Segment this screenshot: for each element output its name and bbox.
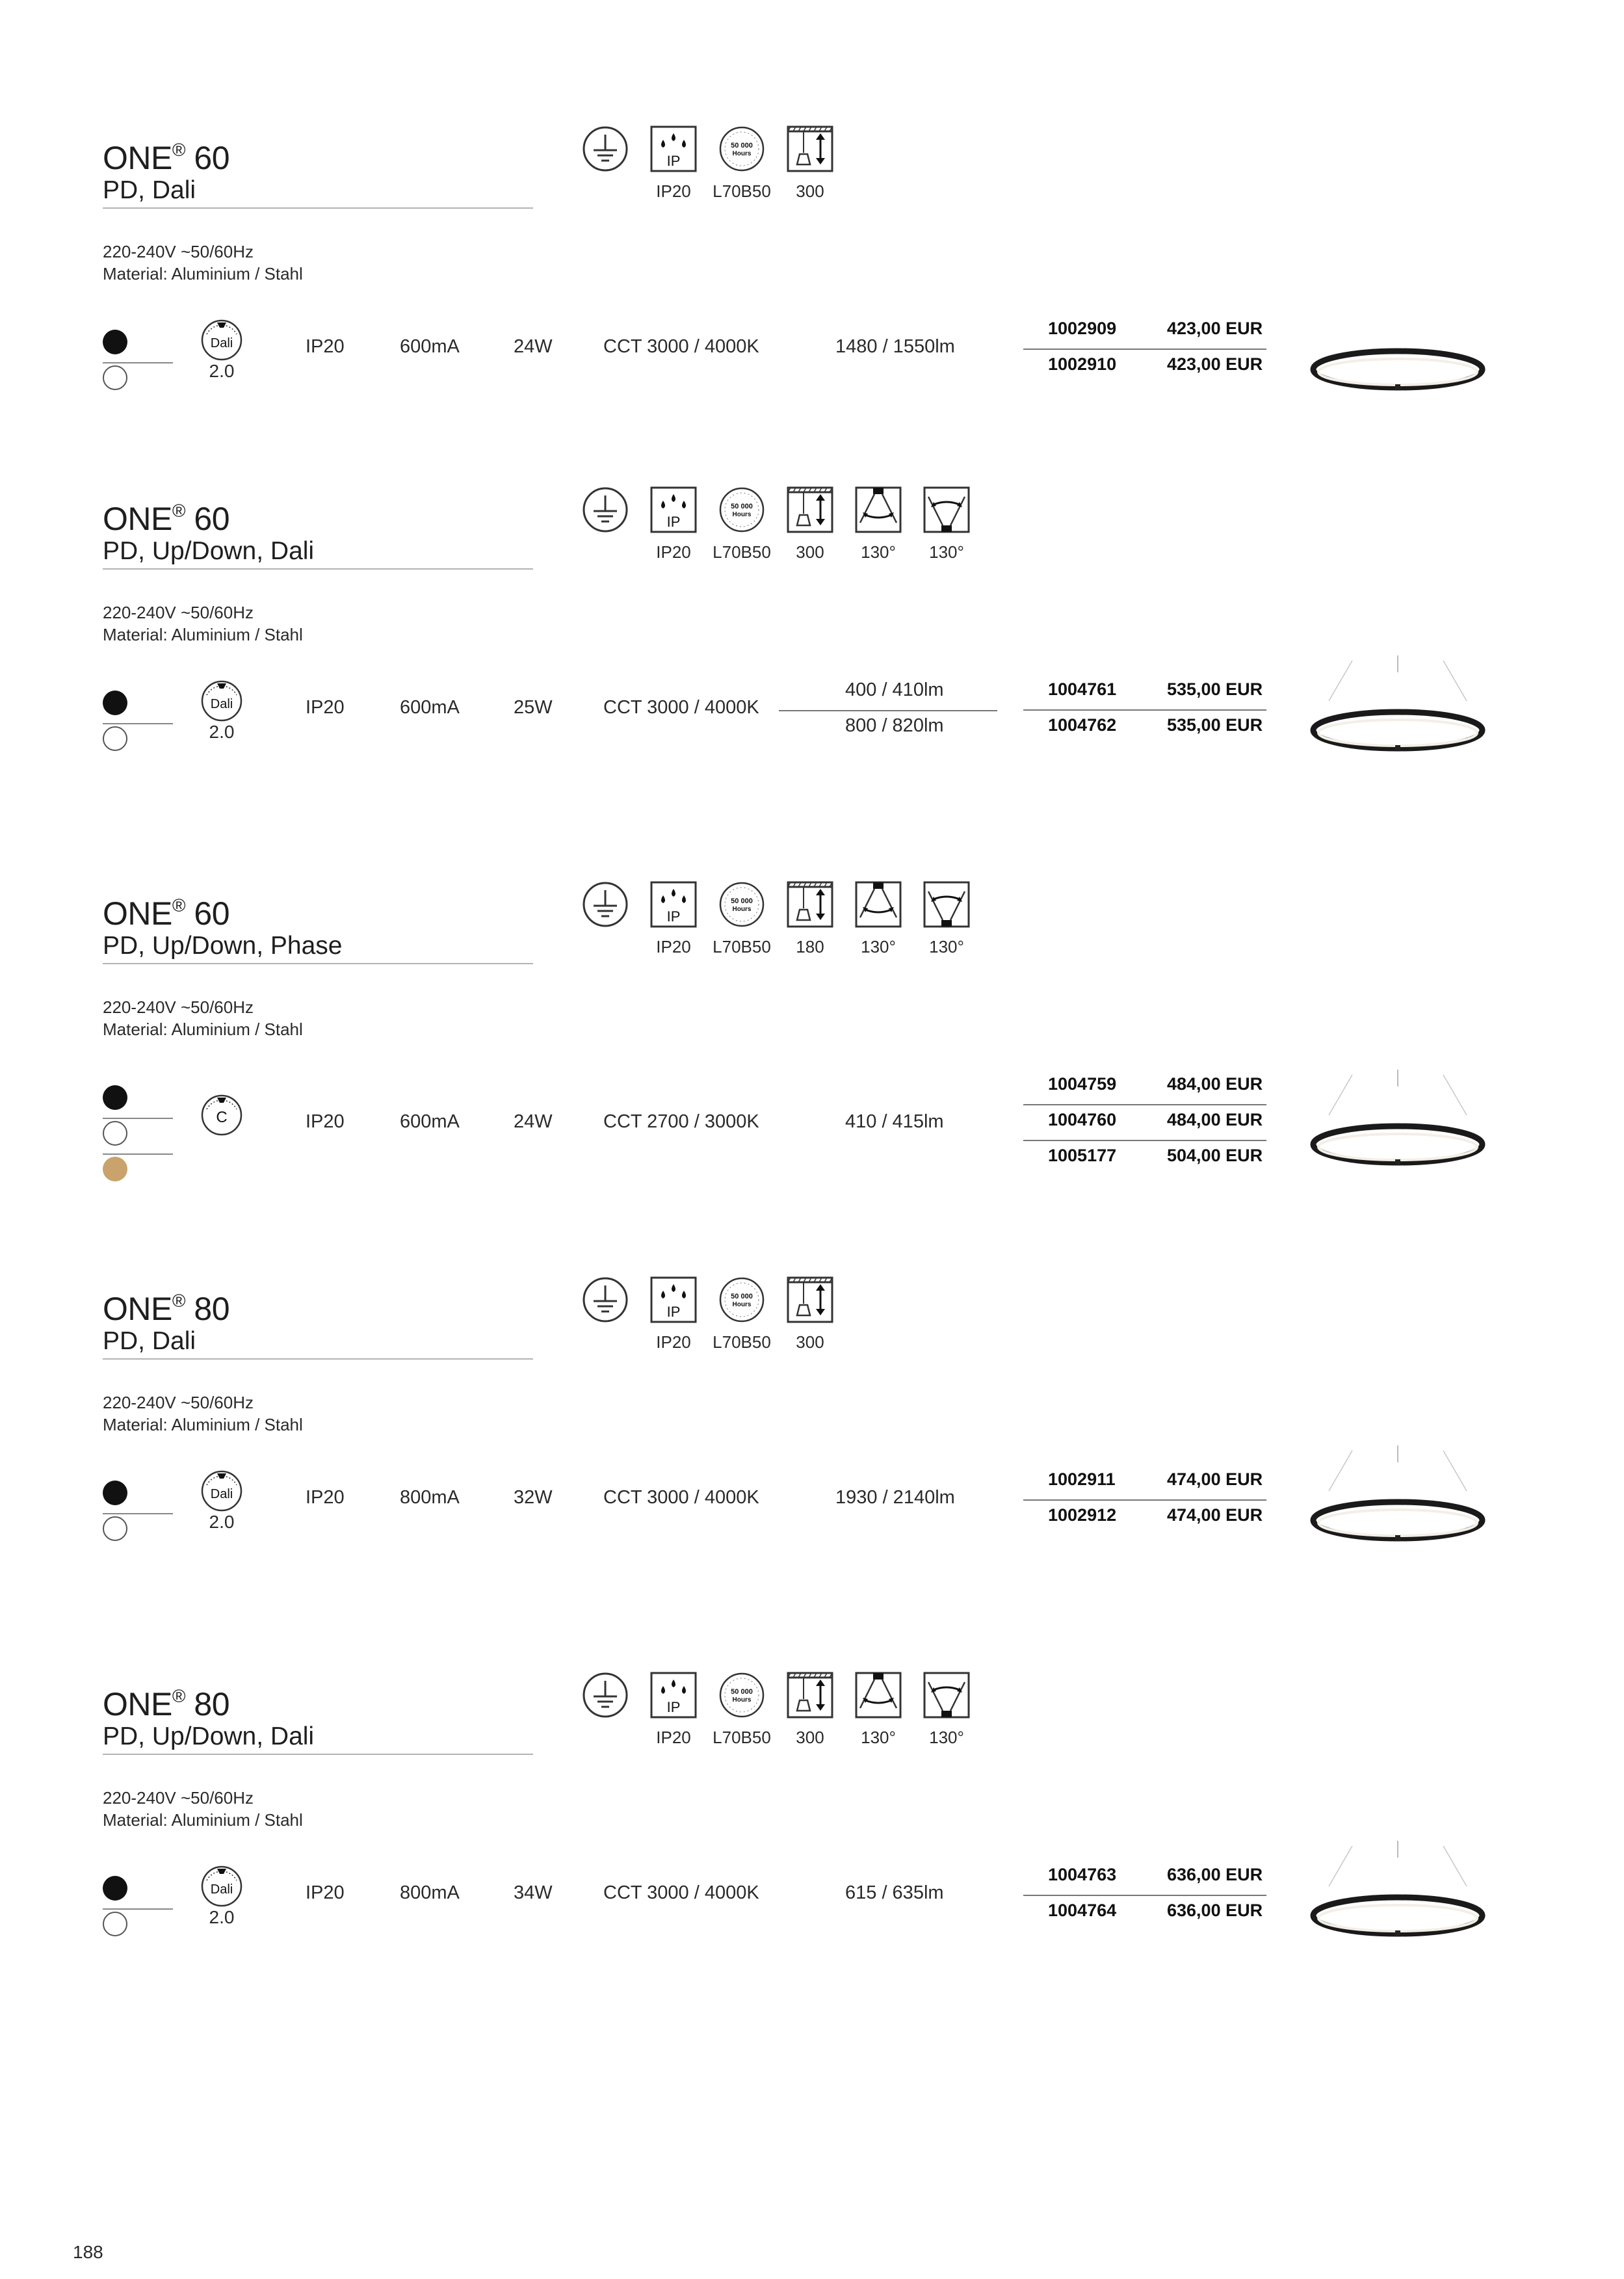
ip-rating: IP20 bbox=[306, 1882, 345, 1903]
earth-icon bbox=[582, 486, 629, 533]
ip-icon bbox=[650, 1276, 697, 1323]
product-title-block bbox=[103, 501, 532, 566]
suspension-icon bbox=[787, 1276, 833, 1323]
suspension-icon bbox=[787, 1672, 833, 1719]
product-subtitle: PD, Up/Down, Dali bbox=[103, 1722, 315, 1750]
color-swatch-gold[interactable] bbox=[103, 1157, 127, 1181]
registered-mark: ® bbox=[172, 501, 185, 521]
color-swatch-white[interactable] bbox=[103, 365, 127, 390]
product-section bbox=[0, 1291, 1624, 1655]
product-name: ONE bbox=[103, 895, 172, 932]
ip-rating: IP20 bbox=[306, 1487, 345, 1508]
article-divider bbox=[1023, 1895, 1266, 1896]
title-divider bbox=[103, 207, 533, 209]
cct-value: CCT 2700 / 3000K bbox=[603, 1111, 759, 1132]
icon-label: 130° bbox=[861, 1728, 896, 1747]
beam-up-icon bbox=[923, 881, 970, 928]
svg-text:C: C bbox=[216, 1109, 228, 1126]
svg-text:Hours: Hours bbox=[732, 511, 752, 518]
voltage-spec: 220-240V ~50/60Hz bbox=[103, 242, 254, 261]
icon-label: L70B50 bbox=[713, 542, 771, 562]
color-swatch-black[interactable] bbox=[103, 691, 127, 715]
article-divider bbox=[1023, 709, 1266, 711]
svg-text:IP: IP bbox=[666, 514, 681, 530]
voltage-spec: 220-240V ~50/60Hz bbox=[103, 1788, 254, 1808]
dimming-version: 2.0 bbox=[209, 1512, 235, 1532]
lifetime-icon bbox=[718, 125, 765, 172]
registered-mark: ® bbox=[172, 1291, 185, 1311]
power-value: 24W bbox=[514, 1111, 553, 1132]
voltage-spec: 220-240V ~50/60Hz bbox=[103, 603, 254, 622]
icon-label: IP20 bbox=[656, 937, 691, 956]
registered-mark: ® bbox=[172, 140, 185, 160]
product-name: ONE bbox=[103, 1291, 172, 1327]
article-number: 1002910 bbox=[1048, 354, 1117, 374]
current-value: 800mA bbox=[400, 1487, 460, 1508]
article-price: 484,00 EUR bbox=[1167, 1110, 1263, 1129]
registered-mark: ® bbox=[172, 895, 185, 916]
color-swatch-white[interactable] bbox=[103, 726, 127, 751]
article-number: 1004759 bbox=[1048, 1074, 1117, 1094]
product-image bbox=[1300, 1841, 1495, 1951]
dali-dimming-icon bbox=[200, 679, 243, 722]
icon-label: L70B50 bbox=[713, 1332, 771, 1352]
svg-text:Dali: Dali bbox=[210, 1882, 233, 1897]
product-image bbox=[1300, 295, 1495, 405]
cct-value: CCT 3000 / 4000K bbox=[603, 336, 759, 357]
article-price: 504,00 EUR bbox=[1167, 1146, 1263, 1165]
lifetime-icon bbox=[718, 881, 765, 928]
product-section bbox=[0, 1686, 1624, 2050]
svg-text:50 000: 50 000 bbox=[731, 142, 753, 150]
article-number: 1002911 bbox=[1048, 1469, 1116, 1489]
lumen-value: 1480 / 1550lm bbox=[835, 336, 955, 357]
ip-rating: IP20 bbox=[306, 1111, 345, 1132]
article-price: 423,00 EUR bbox=[1167, 319, 1263, 338]
svg-text:IP: IP bbox=[666, 1699, 681, 1715]
article-number: 1005177 bbox=[1048, 1146, 1117, 1165]
power-value: 24W bbox=[514, 336, 553, 357]
article-divider bbox=[1023, 1499, 1266, 1501]
product-subtitle: PD, Up/Down, Dali bbox=[103, 537, 315, 565]
product-section bbox=[0, 140, 1624, 504]
product-size: 80 bbox=[194, 1686, 230, 1722]
color-swatch-white[interactable] bbox=[103, 1516, 127, 1541]
product-title-block bbox=[103, 1291, 532, 1356]
article-price: 535,00 EUR bbox=[1167, 715, 1263, 735]
article-divider bbox=[1023, 1104, 1266, 1105]
suspension-icon bbox=[787, 486, 833, 533]
article-price: 474,00 EUR bbox=[1167, 1469, 1263, 1489]
color-swatch-black[interactable] bbox=[103, 1085, 127, 1110]
lumen-value: 400 / 410lm bbox=[845, 679, 944, 700]
icon-label: IP20 bbox=[656, 1332, 691, 1352]
product-subtitle: PD, Dali bbox=[103, 176, 196, 204]
swatch-divider bbox=[103, 723, 173, 724]
product-title bbox=[103, 140, 532, 176]
icon-label: L70B50 bbox=[713, 1728, 771, 1747]
icon-label: 300 bbox=[796, 1332, 824, 1352]
product-title bbox=[103, 1291, 532, 1327]
lifetime-icon bbox=[718, 486, 765, 533]
product-section bbox=[0, 895, 1624, 1259]
beam-down-icon bbox=[855, 486, 902, 533]
page-number: 188 bbox=[73, 2242, 103, 2262]
lumen-value: 410 / 415lm bbox=[845, 1111, 944, 1132]
current-value: 600mA bbox=[400, 336, 460, 357]
icon-label: IP20 bbox=[656, 181, 691, 201]
product-image bbox=[1300, 1070, 1495, 1180]
lifetime-icon bbox=[718, 1672, 765, 1719]
article-number: 1004763 bbox=[1048, 1865, 1117, 1884]
earth-icon bbox=[582, 1276, 629, 1323]
article-number: 1004762 bbox=[1048, 715, 1117, 735]
material-spec: Material: Aluminium / Stahl bbox=[103, 1810, 303, 1830]
icon-label: L70B50 bbox=[713, 181, 771, 201]
ip-icon bbox=[650, 125, 697, 172]
svg-text:50 000: 50 000 bbox=[731, 1293, 753, 1300]
beam-up-icon bbox=[923, 486, 970, 533]
product-title bbox=[103, 501, 532, 537]
lumen-value: 800 / 820lm bbox=[845, 715, 944, 736]
svg-text:IP: IP bbox=[666, 1304, 681, 1320]
icon-label: IP20 bbox=[656, 1728, 691, 1747]
article-divider bbox=[1023, 1140, 1266, 1141]
title-divider bbox=[103, 1754, 533, 1755]
svg-text:Hours: Hours bbox=[732, 906, 752, 913]
suspension-icon bbox=[787, 125, 833, 172]
article-number: 1004760 bbox=[1048, 1110, 1117, 1129]
color-swatch-white[interactable] bbox=[103, 1121, 127, 1146]
icon-label: 130° bbox=[861, 542, 896, 562]
product-title-block bbox=[103, 140, 532, 205]
lumen-divider bbox=[779, 710, 997, 711]
cct-value: CCT 3000 / 4000K bbox=[603, 1882, 759, 1903]
dali-dimming-icon bbox=[200, 1865, 243, 1908]
color-swatch-black[interactable] bbox=[103, 1481, 127, 1505]
product-size: 80 bbox=[194, 1291, 230, 1327]
ip-rating: IP20 bbox=[306, 697, 345, 718]
svg-text:50 000: 50 000 bbox=[731, 897, 753, 905]
svg-text:Hours: Hours bbox=[732, 1301, 752, 1308]
product-subtitle: PD, Dali bbox=[103, 1327, 196, 1355]
color-swatch-black[interactable] bbox=[103, 1876, 127, 1901]
product-name: ONE bbox=[103, 140, 172, 176]
ip-icon bbox=[650, 881, 697, 928]
ip-icon bbox=[650, 486, 697, 533]
icon-label: 130° bbox=[929, 937, 964, 956]
product-name: ONE bbox=[103, 1686, 172, 1722]
icon-label: 180 bbox=[796, 937, 824, 956]
dali-dimming-icon bbox=[200, 1469, 243, 1512]
product-title-block bbox=[103, 895, 532, 960]
svg-text:IP: IP bbox=[666, 153, 681, 169]
article-price: 535,00 EUR bbox=[1167, 679, 1263, 699]
product-size: 60 bbox=[194, 501, 230, 537]
beam-down-icon bbox=[855, 1672, 902, 1719]
svg-text:Dali: Dali bbox=[210, 697, 233, 711]
color-swatch-black[interactable] bbox=[103, 330, 127, 354]
article-number: 1004764 bbox=[1048, 1901, 1117, 1920]
article-number: 1004761 bbox=[1048, 679, 1117, 699]
material-spec: Material: Aluminium / Stahl bbox=[103, 1020, 303, 1039]
swatch-divider bbox=[103, 1513, 173, 1514]
material-spec: Material: Aluminium / Stahl bbox=[103, 1415, 303, 1434]
product-section bbox=[0, 501, 1624, 865]
current-value: 800mA bbox=[400, 1882, 460, 1903]
material-spec: Material: Aluminium / Stahl bbox=[103, 625, 303, 644]
cct-value: CCT 3000 / 4000K bbox=[603, 697, 759, 718]
article-price: 484,00 EUR bbox=[1167, 1074, 1263, 1094]
earth-icon bbox=[582, 881, 629, 928]
beam-up-icon bbox=[923, 1672, 970, 1719]
article-price: 423,00 EUR bbox=[1167, 354, 1263, 374]
voltage-spec: 220-240V ~50/60Hz bbox=[103, 997, 254, 1017]
product-title bbox=[103, 1686, 532, 1722]
icon-label: 300 bbox=[796, 542, 824, 562]
icon-label: 300 bbox=[796, 181, 824, 201]
phase-dimming-icon bbox=[200, 1094, 243, 1137]
suspension-icon bbox=[787, 881, 833, 928]
svg-text:Dali: Dali bbox=[210, 1487, 233, 1501]
current-value: 600mA bbox=[400, 1111, 460, 1132]
product-subtitle: PD, Up/Down, Phase bbox=[103, 932, 343, 960]
article-number: 1002912 bbox=[1048, 1505, 1117, 1525]
article-price: 636,00 EUR bbox=[1167, 1901, 1263, 1920]
title-divider bbox=[103, 963, 533, 964]
swatch-divider bbox=[103, 362, 173, 363]
icon-label: 130° bbox=[929, 542, 964, 562]
svg-text:Hours: Hours bbox=[732, 150, 752, 157]
dimming-version: 2.0 bbox=[209, 1907, 235, 1927]
current-value: 600mA bbox=[400, 697, 460, 718]
swatch-divider bbox=[103, 1118, 173, 1119]
product-title bbox=[103, 895, 532, 932]
icon-label: IP20 bbox=[656, 542, 691, 562]
article-price: 474,00 EUR bbox=[1167, 1505, 1263, 1525]
svg-text:50 000: 50 000 bbox=[731, 1688, 753, 1696]
product-image bbox=[1300, 1445, 1495, 1556]
lumen-value: 615 / 635lm bbox=[845, 1882, 944, 1903]
power-value: 34W bbox=[514, 1882, 553, 1903]
beam-down-icon bbox=[855, 881, 902, 928]
icon-label: L70B50 bbox=[713, 937, 771, 956]
swatch-divider bbox=[103, 1153, 173, 1155]
dimming-version: 2.0 bbox=[209, 722, 235, 742]
svg-text:Dali: Dali bbox=[210, 336, 233, 350]
lumen-value: 1930 / 2140lm bbox=[835, 1487, 955, 1508]
earth-icon bbox=[582, 125, 629, 172]
earth-icon bbox=[582, 1672, 629, 1719]
ip-rating: IP20 bbox=[306, 336, 345, 357]
svg-text:IP: IP bbox=[666, 908, 681, 925]
power-value: 25W bbox=[514, 697, 553, 718]
icon-label: 130° bbox=[861, 937, 896, 956]
article-number: 1002909 bbox=[1048, 319, 1117, 338]
product-title-block bbox=[103, 1686, 532, 1751]
title-divider bbox=[103, 1358, 533, 1360]
material-spec: Material: Aluminium / Stahl bbox=[103, 264, 303, 283]
article-price: 636,00 EUR bbox=[1167, 1865, 1263, 1884]
product-size: 60 bbox=[194, 895, 230, 932]
dali-dimming-icon bbox=[200, 319, 243, 362]
dimming-version: 2.0 bbox=[209, 361, 235, 381]
voltage-spec: 220-240V ~50/60Hz bbox=[103, 1393, 254, 1412]
power-value: 32W bbox=[514, 1487, 553, 1508]
lifetime-icon bbox=[718, 1276, 765, 1323]
icon-label: 130° bbox=[929, 1728, 964, 1747]
article-divider bbox=[1023, 349, 1266, 350]
ip-icon bbox=[650, 1672, 697, 1719]
swatch-divider bbox=[103, 1908, 173, 1910]
registered-mark: ® bbox=[172, 1686, 185, 1706]
title-divider bbox=[103, 568, 533, 570]
product-name: ONE bbox=[103, 501, 172, 537]
color-swatch-white[interactable] bbox=[103, 1912, 127, 1936]
svg-text:Hours: Hours bbox=[732, 1696, 752, 1704]
product-image bbox=[1300, 655, 1495, 766]
cct-value: CCT 3000 / 4000K bbox=[603, 1487, 759, 1508]
svg-text:50 000: 50 000 bbox=[731, 503, 753, 510]
icon-label: 300 bbox=[796, 1728, 824, 1747]
product-size: 60 bbox=[194, 140, 230, 176]
